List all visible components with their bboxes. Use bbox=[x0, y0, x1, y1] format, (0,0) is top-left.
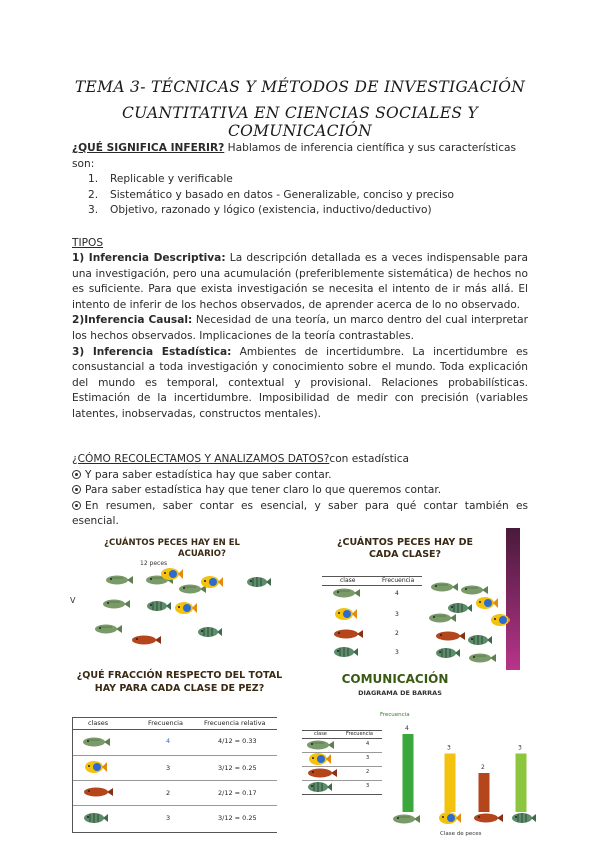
fish bbox=[334, 630, 363, 639]
chart-title: COMUNICACIÓN bbox=[341, 672, 449, 686]
rel-value: 4/12 = 0.33 bbox=[218, 737, 257, 745]
fish bbox=[132, 636, 161, 645]
tipo-1-text: La descripción detallada es a veces indispensable para una investigación, pero una acumulación (preferiblemente sistemática) de hechos no es suficiente. Para que exista investigación se necesita el intento de ir más allá. El intento de inferir de los hechos observados, de aprender acerca de lo no observado. bbox=[72, 252, 528, 311]
fish bbox=[335, 608, 357, 620]
fish bbox=[84, 813, 108, 823]
chart-col-class: clase bbox=[314, 731, 327, 737]
chart-table-value: 3 bbox=[366, 755, 370, 761]
infer-intro: Hablamos de inferencia científica y sus características son: bbox=[72, 142, 517, 170]
chart-table-value: 3 bbox=[366, 783, 370, 789]
class-freq-value: 2 bbox=[395, 630, 399, 637]
aquarium-figure bbox=[72, 532, 312, 660]
rel-freq: 2 bbox=[166, 789, 171, 797]
aquarium-title-1: ¿CUÁNTOS PECES HAY EN EL bbox=[104, 538, 240, 548]
fish bbox=[436, 632, 465, 641]
fish bbox=[468, 635, 492, 645]
datos-question: ¿CÓMO RECOLECTAMOS Y ANALIZAMOS DATOS? bbox=[72, 453, 330, 465]
infer-question: ¿QUÉ SIGNIFICA INFERIR? bbox=[72, 142, 225, 154]
fish bbox=[436, 648, 460, 658]
rel-col-freq: Frecuencia bbox=[148, 719, 183, 727]
fish bbox=[247, 577, 271, 587]
fish bbox=[106, 576, 133, 585]
rel-value: 2/12 = 0.17 bbox=[218, 789, 257, 797]
rel-value: 3/12 = 0.25 bbox=[218, 814, 257, 822]
datos-bullet-2: Para saber estadística hay que tener claro lo que queremos contar. bbox=[85, 484, 442, 497]
rel-col-relative: Frecuencia relativa bbox=[204, 719, 266, 727]
col-header-freq: Frecuencia bbox=[382, 577, 415, 584]
fish bbox=[393, 815, 420, 824]
relative-frequency-figure bbox=[72, 670, 287, 835]
class-title-2: CADA CLASE? bbox=[368, 549, 442, 560]
chart-col-freq: Frecuencia bbox=[346, 731, 373, 737]
datos-bullet-3: En resumen, saber contar es esencial, y saber para qué contar también es esencial. bbox=[72, 499, 528, 528]
col-header-class: clase bbox=[340, 577, 356, 584]
fish bbox=[179, 585, 206, 594]
infer-list bbox=[88, 172, 508, 219]
fish bbox=[95, 625, 122, 634]
fish bbox=[474, 814, 503, 823]
datos-section: ¿CÓMO RECOLECTAMOS Y ANALIZAMOS DATOS?con estadística Y para saber estadística hay que saber contar. Para saber estadística hay que tener claro lo que queremos contar. En resumen, saber contar es esencial, y saber para qué contar también es esencial. bbox=[72, 453, 528, 528]
fish bbox=[84, 788, 113, 797]
relative-title-1: ¿QUÉ FRACCIÓN RESPECTO DEL TOTAL bbox=[76, 670, 283, 681]
class-freq-value: 3 bbox=[395, 611, 399, 618]
fish bbox=[308, 769, 337, 778]
tipo-2-label: 2)Inferencia Causal: bbox=[72, 314, 193, 327]
page-title-line-1: TEMA 3- TÉCNICAS Y MÉTODOS DE INVESTIGACIÓN bbox=[74, 78, 526, 96]
fish bbox=[334, 647, 358, 657]
fish bbox=[175, 602, 197, 614]
bar-value-label: 3 bbox=[518, 744, 522, 752]
chart-subtitle: DIAGRAMA DE BARRAS bbox=[358, 689, 442, 697]
relative-title-2: HAY PARA CADA CLASE DE PEZ? bbox=[94, 683, 265, 694]
fish bbox=[83, 738, 110, 747]
fish bbox=[512, 813, 536, 823]
bullet-icon bbox=[72, 501, 81, 510]
bar-marrón bbox=[479, 773, 490, 812]
fish bbox=[161, 568, 183, 580]
chart-y-label: Frecuencia bbox=[380, 712, 410, 718]
aquarium-side-mark: V bbox=[70, 596, 76, 605]
fish bbox=[333, 589, 360, 598]
rel-freq: 3 bbox=[166, 814, 171, 822]
rel-col-class: clases bbox=[88, 719, 109, 727]
tipo-2-text: Necesidad de una teoría, un marco dentro del cual interpretar los hechos observados. Implicaciones de la teoría contrastables. bbox=[72, 314, 528, 342]
fish bbox=[198, 627, 222, 637]
chart-x-label: Clase de peces bbox=[440, 831, 482, 837]
bar-value-label: 2 bbox=[481, 764, 485, 771]
fish bbox=[308, 782, 332, 792]
page-title-line-2: CUANTITATIVA EN CIENCIAS SOCIALES Y COMUNICACIÓN bbox=[122, 104, 478, 140]
tipo-3-label: 3) Inferencia Estadística: bbox=[72, 345, 232, 358]
fish bbox=[461, 586, 488, 595]
fish bbox=[431, 583, 458, 592]
bar-value-label: 3 bbox=[447, 744, 451, 752]
aquarium-count: 12 peces bbox=[140, 560, 168, 567]
fish bbox=[476, 597, 498, 609]
class-freq-value: 3 bbox=[395, 649, 399, 656]
class-frequency-figure bbox=[320, 528, 520, 670]
bar-verde bbox=[403, 734, 414, 812]
fish bbox=[448, 603, 472, 613]
aquarium-fish-group bbox=[72, 532, 312, 660]
fish bbox=[439, 812, 461, 824]
chart-table-value: 2 bbox=[366, 769, 370, 775]
fish bbox=[491, 614, 510, 626]
fish bbox=[469, 654, 496, 663]
rel-freq: 4 bbox=[166, 737, 171, 745]
class-title-1: ¿CUÁNTOS PECES HAY DE bbox=[337, 537, 473, 548]
datos-bullet-1: Y para saber estadística hay que saber contar. bbox=[85, 468, 332, 481]
aquarium-title-2: ACUARIO? bbox=[178, 549, 226, 559]
rel-freq: 3 bbox=[166, 764, 171, 772]
infer-paragraph bbox=[72, 141, 528, 172]
tipo-1-label: 1) Inferencia Descriptiva: bbox=[72, 252, 226, 264]
list-item: 1. Replicable y verificable bbox=[88, 173, 233, 185]
fish bbox=[147, 601, 171, 611]
bullet-icon bbox=[72, 470, 81, 479]
chart-table-value: 4 bbox=[366, 741, 370, 747]
class-freq-value: 4 bbox=[395, 590, 399, 597]
fish bbox=[429, 614, 456, 623]
rel-value: 3/12 = 0.25 bbox=[218, 764, 257, 772]
tipo-3-text: Ambientes de incertidumbre. La incertidumbre es consustancial a toda investigación y conocimiento sobre el mundo. Toda explicación del mundo es temporal, contextual y provisional. Relaciones probabilísticas. Estimación de la incertidumbre. Imposibilidad de medir con precisión (variables latentes, inobservadas, constructos mentales). bbox=[72, 345, 528, 420]
fish bbox=[309, 753, 331, 765]
bar-verde claro bbox=[516, 754, 527, 813]
bar-amarillo bbox=[445, 754, 456, 813]
list-item: 3. Objetivo, razonado y lógico (existencia, inductivo/deductivo) bbox=[88, 204, 432, 217]
tipos-heading: TIPOS bbox=[72, 237, 104, 249]
class-fish-group bbox=[320, 528, 510, 670]
bar-chart bbox=[300, 672, 536, 840]
fish bbox=[307, 741, 334, 750]
list-item: 2. Sistemático y basado en datos - Generalizable, conciso y preciso bbox=[88, 188, 454, 201]
bar-chart-figure bbox=[300, 672, 536, 840]
fish bbox=[85, 761, 107, 773]
tipos-section bbox=[72, 251, 528, 423]
bullet-icon bbox=[72, 485, 81, 494]
fish bbox=[201, 576, 223, 588]
fish bbox=[103, 600, 130, 609]
relative-fish-group bbox=[72, 670, 287, 835]
bar-value-label: 4 bbox=[405, 725, 409, 732]
